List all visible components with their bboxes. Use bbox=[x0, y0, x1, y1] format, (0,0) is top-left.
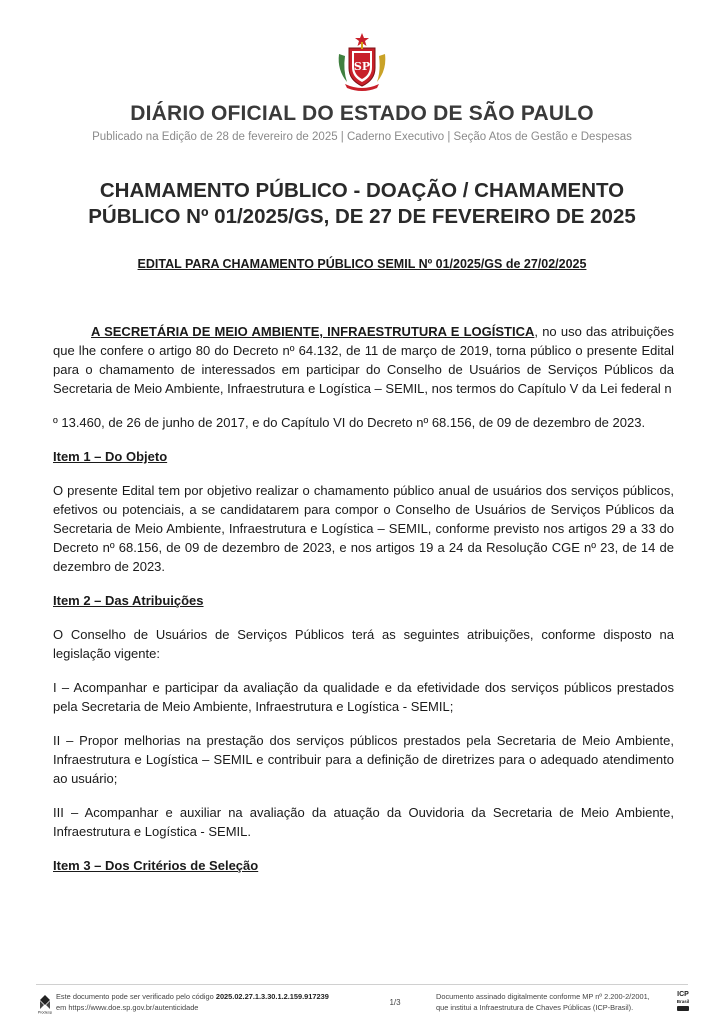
item1-paragraph: O presente Edital tem por objetivo realizar o chamamento público anual de usuários dos serviços públicos, efetivos ou potenciais, a se candidatarem para compor o Conselho de Usuários de Serviços Públicos da Secretaria de Meio Ambiente, Infraestrutura e Logística – SEMIL, conforme previsto nos artigos 29 a 33 do Decreto nº 68.156, de 09 de dezembro de 2023, e nos artigos 19 a 24 da Resolução CGE nº 23, de 14 de dezembro de 2023. bbox=[53, 483, 674, 574]
masthead-title: DIÁRIO OFICIAL DO ESTADO DE SÃO PAULO bbox=[130, 102, 594, 125]
verification-line: Este documento pode ser verificado pelo código 2025.02.27.1.3.30.1.2.159.917239 bbox=[56, 992, 329, 1001]
verification-note bbox=[56, 991, 376, 1013]
intro-paragraph bbox=[53, 322, 674, 398]
document-title-line: PÚBLICO Nº 01/2025/GS, DE 27 DE FEVEREIRO DE 2025 bbox=[88, 205, 636, 228]
coat-of-arms-icon bbox=[333, 32, 391, 92]
svg-text:SP: SP bbox=[353, 60, 371, 73]
item2-paragraph: O Conselho de Usuários de Serviços Públicos terá as seguintes atribuições, conforme disposto na legislação vigente: bbox=[53, 627, 674, 661]
edital-subtitle: EDITAL PARA CHAMAMENTO PÚBLICO SEMIL Nº 01/2025/GS de 27/02/2025 bbox=[137, 257, 587, 271]
verification-url[interactable]: em https://www.doe.sp.gov.br/autenticidade bbox=[56, 1003, 199, 1012]
issuer-name: A SECRETÁRIA DE MEIO AMBIENTE, INFRAESTRUTURA E LOGÍSTICA bbox=[91, 324, 535, 339]
item3-heading: Item 3 – Dos Critérios de Seleção bbox=[53, 858, 259, 873]
signature-line: Documento assinado digitalmente conforme MP nº 2.200-2/2001, bbox=[436, 992, 650, 1001]
signature-line: que institui a Infraestrutura de Chaves Públicas (ICP-Brasil). bbox=[436, 1003, 634, 1012]
page-number: 1/3 bbox=[389, 998, 401, 1007]
footer-divider bbox=[36, 984, 688, 985]
icp-brasil-logo: ICP Brasil bbox=[676, 991, 690, 1017]
item2-heading: Item 2 – Das Atribuições bbox=[53, 593, 204, 608]
item2-clause-i: I – Acompanhar e participar da avaliação da qualidade e da efetividade dos serviços públicos prestados pela Secretaria de Meio Ambiente, Infraestrutura e Logística - SEMIL; bbox=[53, 680, 674, 714]
prodesp-logo-icon bbox=[37, 994, 53, 1014]
document-title-line: CHAMAMENTO PÚBLICO - DOAÇÃO / CHAMAMENTO bbox=[99, 179, 625, 202]
publication-info: Publicado na Edição de 28 de fevereiro de 2025 | Caderno Executivo | Seção Atos de Gestão e Despesas bbox=[92, 131, 632, 143]
svg-text:Prodesp: Prodesp bbox=[37, 1010, 53, 1014]
verification-code: 2025.02.27.1.3.30.1.2.159.917239 bbox=[215, 992, 329, 1001]
intro-text: , no uso das atribuições que lhe confere o artigo 80 do Decreto nº 64.132, de 11 de março de 2019, torna público o presente Edital para o chamamento de interessados em participar do Conselho de Usuários de Serviços Públicos da Secretaria de Meio Ambiente, Infraestrutura e Logística – SEMIL, nos termos do Capítulo V da Lei federal n bbox=[53, 324, 674, 396]
item2-clause-ii: II – Propor melhorias na prestação dos serviços públicos prestados pela Secretaria de Meio Ambiente, Infraestrutura e Logística – SEMIL e contribuir para a definição de diretrizes para o adequado atendimento ao usuário; bbox=[53, 733, 674, 786]
document-title bbox=[40, 178, 684, 230]
document-body bbox=[53, 322, 674, 890]
item1-heading: Item 1 – Do Objeto bbox=[53, 449, 168, 464]
intro-continuation: º 13.460, de 26 de junho de 2017, e do Capítulo VI do Decreto nº 68.156, de 09 de dezembro de 2023. bbox=[53, 415, 646, 430]
item2-clause-iii: III – Acompanhar e auxiliar na avaliação da atuação da Ouvidoria da Secretaria de Meio Ambiente, Infraestrutura e Logística - SEMIL. bbox=[53, 805, 674, 839]
page-footer bbox=[0, 984, 724, 1024]
signature-note bbox=[436, 991, 676, 1013]
